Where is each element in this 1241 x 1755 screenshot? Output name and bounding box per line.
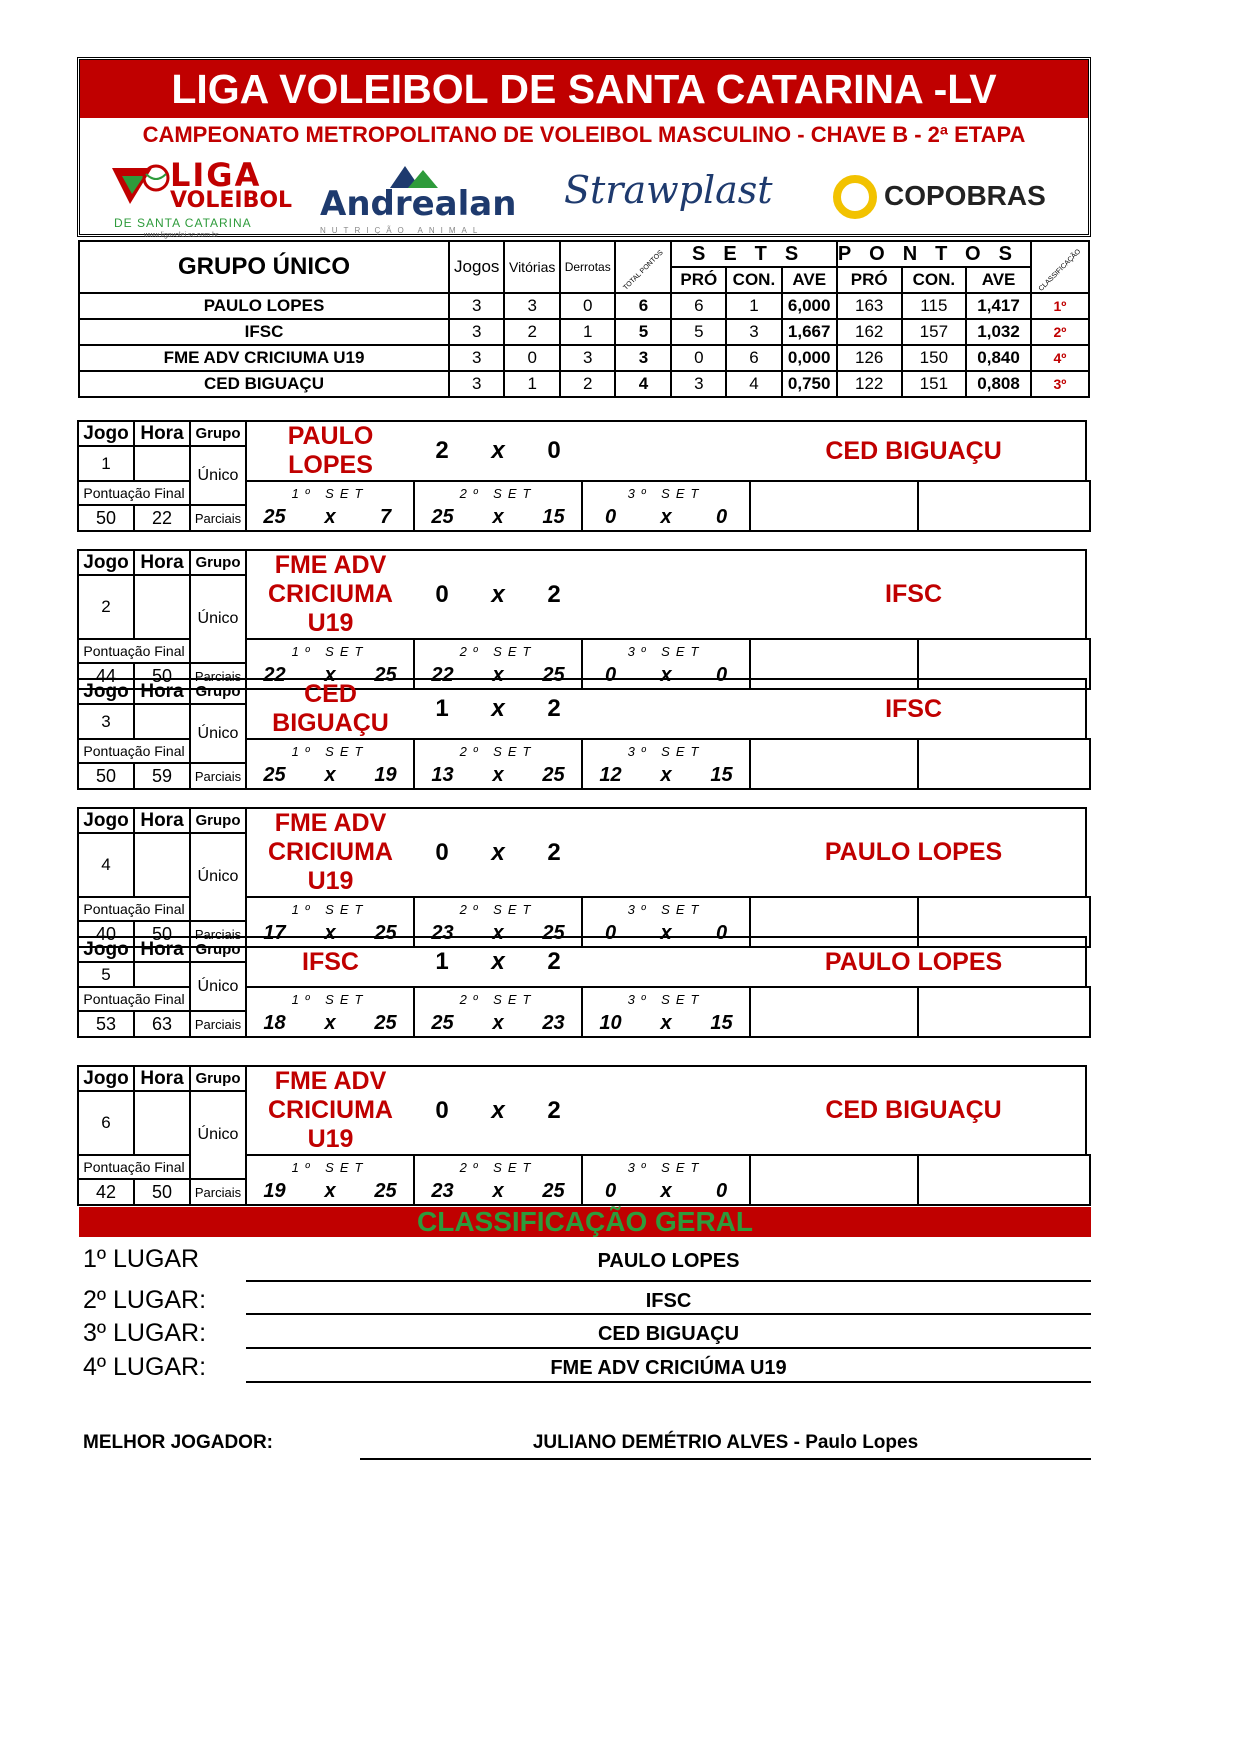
derrotas-value: 1 [560,319,615,345]
parciais-label: Parciais [190,1011,246,1037]
strawplast-logo: Strawplast [564,168,773,212]
pontos-ave-value: 1,032 [966,319,1031,345]
sets-pro-value: 3 [671,371,726,397]
away-sets: 0 [547,437,561,464]
best-player-value: JULIANO DEMÉTRIO ALVES - Paulo Lopes [532,1432,919,1453]
set3-label: 3º SET [582,897,750,921]
table-row [79,371,1089,397]
sets-con-value: 6 [726,345,781,371]
sets-header: SETS [671,241,836,267]
match-score [414,679,582,739]
home-sets: 2 [435,437,449,464]
pontuacao-home: 44 [78,663,134,689]
total-value: 6 [615,293,671,319]
set1-home: 22 [246,663,302,689]
home-team: FME ADV CRICIUMA U19 [246,808,414,897]
set2-home: 23 [414,921,470,947]
set2-away: 15 [526,505,582,531]
pontuacao-final-label: Pontuação Final [78,1155,190,1179]
copobras-logo [832,174,1046,224]
hora-label: Hora [134,1066,190,1091]
pontuacao-home: 53 [78,1011,134,1037]
place-3-label: 3º LUGAR: [83,1319,207,1347]
set2-label: 2º SET [414,1155,582,1179]
hora-label: Hora [134,421,190,446]
pontos-pro-value: 122 [837,371,902,397]
divider [360,1458,1091,1460]
pontos-ave: AVE [966,267,1031,293]
pontos-ave-value: 1,417 [966,293,1031,319]
set2-home: 13 [414,763,470,789]
extra-cell-2 [918,987,1090,1037]
championship-subtitle: CAMPEONATO METROPOLITANO DE VOLEIBOL MASCULINO - CHAVE B - 2ª ETAPA [142,122,1026,147]
away-team: PAULO LOPES [582,808,1086,897]
set2-x: x [470,663,526,689]
match-table [77,1065,1091,1206]
jogo-number: 1 [78,446,134,481]
hora-value [134,1091,190,1155]
total-value: 5 [615,319,671,345]
home-team: FME ADV CRICIUMA U19 [246,550,414,639]
liga-voleibol-logo [108,154,293,242]
sets-ave-value: 6,000 [782,293,837,319]
set1-away: 25 [358,663,414,689]
pontuacao-away: 50 [134,1179,190,1205]
set2-x: x [470,505,526,531]
grupo-label: Grupo [190,1066,246,1091]
set2-x: x [470,921,526,947]
place-3-team: CED BIGUAÇU [597,1323,740,1345]
jogos-value: 3 [449,371,504,397]
set3-label: 3º SET [582,639,750,663]
pontuacao-final-label: Pontuação Final [78,739,190,763]
set3-home: 12 [582,763,638,789]
group-title: GRUPO ÚNICO [79,241,449,293]
place-4-team: FME ADV CRICIÚMA U19 [550,1357,787,1379]
set1-away: 19 [358,763,414,789]
set2-x: x [470,1179,526,1205]
match-block [77,807,1091,944]
divider [246,1280,1091,1282]
team-name: CED BIGUAÇU [79,371,449,397]
jogo-number: 6 [78,1091,134,1155]
vitorias-value: 2 [504,319,560,345]
set2-label: 2º SET [414,987,582,1011]
match-block [77,678,1091,784]
match-score [414,421,582,481]
set2-away: 25 [526,663,582,689]
set1-label: 1º SET [246,897,414,921]
match-block [77,936,1091,1042]
set2-label: 2º SET [414,897,582,921]
hora-value [134,962,190,987]
extra-cell-1 [750,987,918,1037]
set2-home: 25 [414,1011,470,1037]
hora-value [134,833,190,897]
set3-x: x [638,1179,694,1205]
set3-label: 3º SET [582,1155,750,1179]
set3-x: x [638,763,694,789]
set3-away: 0 [694,921,750,947]
jogo-number: 3 [78,704,134,739]
pontuacao-home: 50 [78,763,134,789]
home-sets: 1 [435,948,449,975]
pontuacao-home: 42 [78,1179,134,1205]
set1-away: 7 [358,505,414,531]
match-score [414,550,582,639]
hora-label: Hora [134,550,190,575]
home-team: CED BIGUAÇU [246,679,414,739]
match-table [77,936,1091,1038]
table-row [79,319,1089,345]
set1-x: x [302,1179,358,1205]
pontuacao-home: 40 [78,921,134,947]
grupo-label: Grupo [190,937,246,962]
pontos-pro: PRÓ [837,267,902,293]
away-sets: 2 [547,838,561,866]
set1-x: x [302,763,358,789]
jogo-label: Jogo [78,550,134,575]
pontos-ave-value: 0,840 [966,345,1031,371]
away-sets: 2 [547,948,561,975]
sponsor-logos [80,148,1088,248]
liga-text-2: VOLEIBOL [170,188,293,213]
sets-ave-value: 1,667 [782,319,837,345]
extra-cell-1 [750,1155,918,1205]
set1-away: 25 [358,1011,414,1037]
home-team: IFSC [246,937,414,987]
pontos-ave-value: 0,808 [966,371,1031,397]
extra-cell-1 [750,481,918,531]
set1-home: 19 [246,1179,302,1205]
match-table [77,807,1091,948]
pontuacao-away: 63 [134,1011,190,1037]
set1-label: 1º SET [246,739,414,763]
set2-home: 23 [414,1179,470,1205]
col-jogos: Jogos [449,241,504,293]
set1-x: x [302,663,358,689]
sets-pro-value: 6 [671,293,726,319]
set2-away: 25 [526,763,582,789]
hora-label: Hora [134,937,190,962]
extra-cell-2 [918,739,1090,789]
jogos-value: 3 [449,319,504,345]
score-x: x [491,838,505,866]
set1-home: 25 [246,763,302,789]
grupo-value: Único [190,575,246,663]
vitorias-value: 0 [504,345,560,371]
hora-label: Hora [134,808,190,833]
pontos-con-value: 157 [902,319,967,345]
match-score [414,808,582,897]
grupo-value: Único [190,833,246,921]
pontos-pro-value: 163 [837,293,902,319]
grupo-label: Grupo [190,421,246,446]
set3-home: 0 [582,505,638,531]
set2-x: x [470,763,526,789]
grupo-label: Grupo [190,550,246,575]
set2-label: 2º SET [414,639,582,663]
parciais-label: Parciais [190,763,246,789]
parciais-label: Parciais [190,505,246,531]
hora-value [134,704,190,739]
extra-cell-2 [918,481,1090,531]
away-sets: 2 [547,695,561,722]
away-team: IFSC [582,679,1086,739]
header [77,57,1091,237]
sets-con-value: 1 [726,293,781,319]
grupo-value: Único [190,446,246,505]
best-player-label: MELHOR JOGADOR: [83,1432,273,1453]
col-class-label: CLASSIFICAÇÃO [1037,248,1083,293]
jogo-number: 5 [78,962,134,987]
set1-label: 1º SET [246,987,414,1011]
table-row [79,293,1089,319]
liga-site: www.ligavolei.sc.com.br [144,232,219,239]
standings-table [78,240,1090,398]
grupo-label: Grupo [190,808,246,833]
set2-away: 25 [526,1179,582,1205]
copobras-text: COPOBRAS [884,180,1046,211]
derrotas-value: 3 [560,345,615,371]
pontuacao-away: 22 [134,505,190,531]
set3-home: 0 [582,921,638,947]
total-value: 3 [615,345,671,371]
set2-away: 25 [526,921,582,947]
table-row [79,345,1089,371]
home-sets: 0 [435,580,449,608]
pontuacao-away: 50 [134,921,190,947]
jogos-value: 3 [449,345,504,371]
jogo-label: Jogo [78,808,134,833]
set1-label: 1º SET [246,1155,414,1179]
jogo-label: Jogo [78,679,134,704]
set1-x: x [302,921,358,947]
home-sets: 1 [435,695,449,722]
classification-value: 1º [1031,293,1089,319]
sets-con: CON. [726,267,781,293]
place-2-team: IFSC [645,1290,692,1312]
set3-home: 0 [582,1179,638,1205]
match-table [77,678,1091,790]
match-block [77,549,1091,686]
grupo-value: Único [190,704,246,763]
set1-home: 18 [246,1011,302,1037]
away-sets: 2 [547,580,561,608]
pontos-con-value: 115 [902,293,967,319]
classification-title: CLASSIFICAÇÃO GERAL [79,1207,1091,1237]
andrealan-tagline: NUTRIÇÃO ANIMAL [320,226,484,235]
pontuacao-home: 50 [78,505,134,531]
liga-text-1: LIGA [170,156,262,194]
set3-away: 0 [694,1179,750,1205]
classification-value: 2º [1031,319,1089,345]
sets-ave-value: 0,750 [782,371,837,397]
jogo-number: 4 [78,833,134,897]
set1-label: 1º SET [246,639,414,663]
score-x: x [491,437,505,464]
sets-pro-value: 0 [671,345,726,371]
pontos-con: CON. [902,267,967,293]
hora-value [134,446,190,481]
jogo-label: Jogo [78,421,134,446]
match-table [77,549,1091,690]
match-table [77,420,1091,532]
set3-x: x [638,663,694,689]
set3-x: x [638,1011,694,1037]
pontos-header: PONTOS [837,241,1031,267]
jogo-label: Jogo [78,1066,134,1091]
liga-text-3: DE SANTA CATARINA [114,216,252,230]
home-team: PAULO LOPES [246,421,414,481]
vitorias-value: 1 [504,371,560,397]
away-team: IFSC [582,550,1086,639]
match-block [77,1065,1091,1202]
sets-con-value: 4 [726,371,781,397]
divider [246,1313,1091,1315]
set3-label: 3º SET [582,739,750,763]
pontuacao-final-label: Pontuação Final [78,481,190,505]
team-name: PAULO LOPES [79,293,449,319]
pontos-con-value: 151 [902,371,967,397]
set2-label: 2º SET [414,481,582,505]
set3-home: 10 [582,1011,638,1037]
set3-away: 0 [694,505,750,531]
page-title: LIGA VOLEIBOL DE SANTA CATARINA -LV [80,60,1088,118]
place-2-label: 2º LUGAR: [83,1286,207,1314]
andrealan-logo [320,160,520,240]
pontos-pro-value: 126 [837,345,902,371]
hora-value [134,575,190,639]
pontos-pro-value: 162 [837,319,902,345]
home-team: FME ADV CRICIUMA U19 [246,1066,414,1155]
away-team: PAULO LOPES [582,937,1086,987]
col-derrotas: Derrotas [560,241,615,293]
set1-label: 1º SET [246,481,414,505]
score-x: x [491,580,505,608]
home-sets: 0 [435,838,449,866]
place-4-label: 4º LUGAR: [83,1353,207,1381]
col-total-label: TOTAL PONTOS [622,249,665,292]
parciais-label: Parciais [190,1179,246,1205]
team-name: FME ADV CRICIUMA U19 [79,345,449,371]
derrotas-value: 0 [560,293,615,319]
divider [246,1347,1091,1349]
set3-x: x [638,505,694,531]
set2-home: 22 [414,663,470,689]
jogos-value: 3 [449,293,504,319]
sets-pro: PRÓ [671,267,726,293]
pontuacao-away: 59 [134,763,190,789]
home-sets: 0 [435,1096,449,1124]
andrealan-text: Andrealan [320,184,517,224]
set3-label: 3º SET [582,987,750,1011]
extra-cell-1 [750,739,918,789]
col-total-pontos [615,241,671,293]
set1-home: 17 [246,921,302,947]
hora-label: Hora [134,679,190,704]
grupo-value: Único [190,1091,246,1179]
total-value: 4 [615,371,671,397]
set2-x: x [470,1011,526,1037]
sets-ave: AVE [782,267,837,293]
jogo-number: 2 [78,575,134,639]
extra-cell-2 [918,1155,1090,1205]
sets-ave-value: 0,000 [782,345,837,371]
pontos-con-value: 150 [902,345,967,371]
place-1-team: PAULO LOPES [597,1250,740,1272]
set3-away: 15 [694,1011,750,1037]
score-x: x [491,695,505,722]
pontuacao-away: 50 [134,663,190,689]
set3-x: x [638,921,694,947]
set1-x: x [302,1011,358,1037]
set2-home: 25 [414,505,470,531]
set3-home: 0 [582,663,638,689]
set3-away: 15 [694,763,750,789]
set3-away: 0 [694,663,750,689]
parciais-label: Parciais [190,921,246,947]
set2-away: 23 [526,1011,582,1037]
score-x: x [491,948,505,975]
pontuacao-final-label: Pontuação Final [78,639,190,663]
set1-home: 25 [246,505,302,531]
sets-con-value: 3 [726,319,781,345]
score-x: x [491,1096,505,1124]
col-classificacao [1031,241,1089,293]
set2-label: 2º SET [414,739,582,763]
parciais-label: Parciais [190,663,246,689]
set1-x: x [302,505,358,531]
away-team: CED BIGUAÇU [582,421,1086,481]
match-score [414,1066,582,1155]
divider [246,1381,1091,1383]
set1-away: 25 [358,921,414,947]
match-block [77,420,1091,526]
away-sets: 2 [547,1096,561,1124]
derrotas-value: 2 [560,371,615,397]
match-score [414,937,582,987]
pontuacao-final-label: Pontuação Final [78,987,190,1011]
vitorias-value: 3 [504,293,560,319]
classification-value: 4º [1031,345,1089,371]
sets-pro-value: 5 [671,319,726,345]
set3-label: 3º SET [582,481,750,505]
set1-away: 25 [358,1179,414,1205]
team-name: IFSC [79,319,449,345]
grupo-value: Único [190,962,246,1011]
away-team: CED BIGUAÇU [582,1066,1086,1155]
classification-value: 3º [1031,371,1089,397]
jogo-label: Jogo [78,937,134,962]
grupo-label: Grupo [190,679,246,704]
col-vitorias: Vitórias [504,241,560,293]
place-1-label: 1º LUGAR [83,1245,200,1273]
pontuacao-final-label: Pontuação Final [78,897,190,921]
